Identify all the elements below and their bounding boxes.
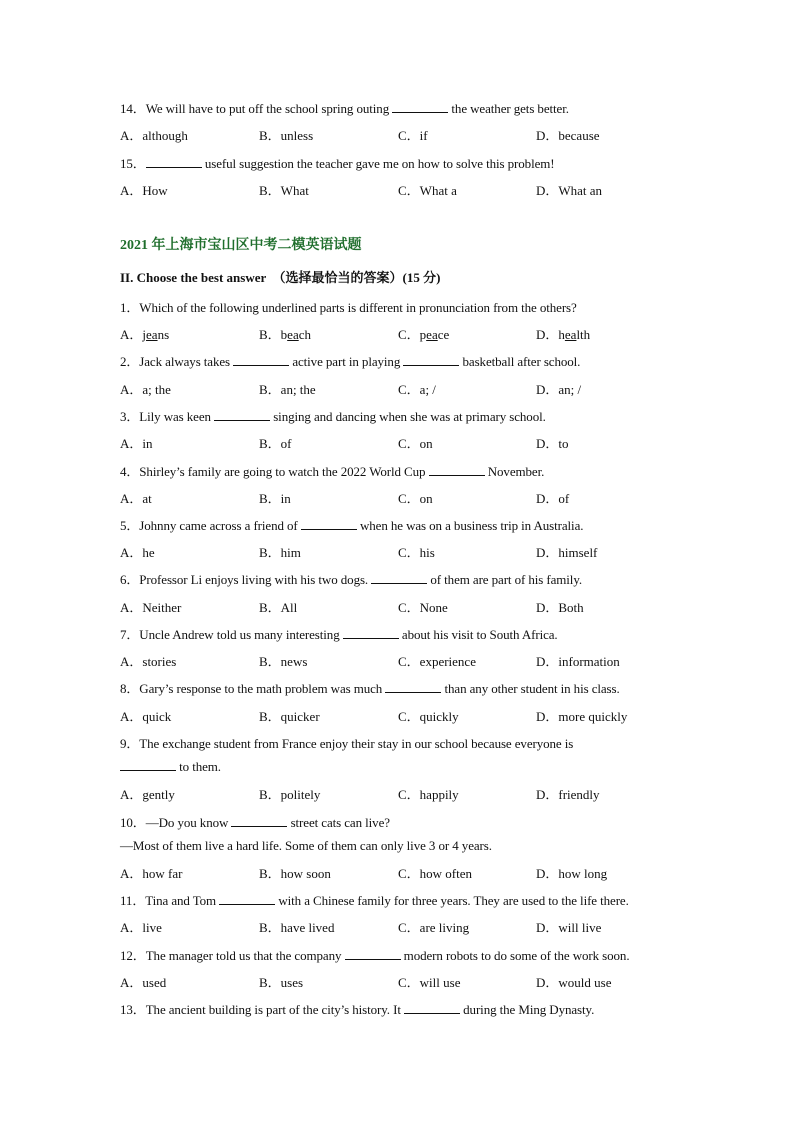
option-d: D．health xyxy=(536,327,591,342)
option-c: C．if xyxy=(398,128,428,143)
option-b: B．uses xyxy=(259,975,304,990)
option-a: A．gently xyxy=(120,787,175,802)
answer-blank xyxy=(120,760,176,771)
question-15 xyxy=(120,153,555,172)
question-text: about his visit to South Africa. xyxy=(398,627,558,642)
question-text: when he was on a business trip in Australia. xyxy=(356,518,584,533)
option-d: D．of xyxy=(536,491,570,506)
option-d: D．how long xyxy=(536,866,608,881)
section-subtitle: II. Choose the best answer （选择最恰当的答案）(15 分) xyxy=(120,270,441,285)
question-14 xyxy=(120,98,569,117)
option-b: B．unless xyxy=(259,128,314,143)
question-9: 9．The exchange student from France enjoy their stay in our school because everyone is xyxy=(120,736,574,751)
option-b: B．how soon xyxy=(259,866,331,881)
answer-blank xyxy=(343,628,399,639)
underlined-part: ea xyxy=(564,327,577,342)
option-a: A．Neither xyxy=(120,600,182,615)
answer-blank xyxy=(371,573,427,584)
question-text: 13．The ancient building is part of the city’s history. It xyxy=(120,1002,404,1017)
question-text: than any other student in his class. xyxy=(441,681,620,696)
option-c: C．how often xyxy=(398,866,473,881)
option-b: B．news xyxy=(259,654,308,669)
question-text: of them are part of his family. xyxy=(427,572,583,587)
option-c: C．his xyxy=(398,545,435,560)
question-12 xyxy=(120,945,629,964)
option-d: D．more quickly xyxy=(536,709,628,724)
option-a: A．although xyxy=(120,128,188,143)
question-text: 2．Jack always takes xyxy=(120,354,234,369)
answer-blank xyxy=(404,1003,460,1014)
option-d: D．an; / xyxy=(536,382,582,397)
option-c: C．peace xyxy=(398,327,450,342)
question-text: street cats can live? xyxy=(287,815,390,830)
option-d: D．himself xyxy=(536,545,598,560)
answer-blank xyxy=(214,410,270,421)
option-d: D．would use xyxy=(536,975,612,990)
option-b: B．in xyxy=(259,491,291,506)
answer-blank xyxy=(219,894,275,905)
option-a: A．he xyxy=(120,545,155,560)
option-c: C．happily xyxy=(398,787,459,802)
question-4 xyxy=(120,461,544,480)
question-1: 1．Which of the following underlined parts is different in pronunciation from the others? xyxy=(120,300,577,315)
option-b: B．an; the xyxy=(259,382,316,397)
option-b: B．beach xyxy=(259,327,311,342)
option-c: C．a; / xyxy=(398,382,436,397)
option-b: B．What xyxy=(259,183,309,198)
option-a: A．quick xyxy=(120,709,172,724)
option-a: A．stories xyxy=(120,654,177,669)
option-d: D．What an xyxy=(536,183,603,198)
question-9-cont xyxy=(120,759,221,775)
option-c: C．on xyxy=(398,491,433,506)
option-b: B．of xyxy=(259,436,292,451)
question-text: 11．Tina and Tom xyxy=(120,893,220,908)
question-10-reply: —Most of them live a hard life. Some of them can only live 3 or 4 years. xyxy=(120,838,492,853)
question-text: 7．Uncle Andrew told us many interesting xyxy=(120,627,343,642)
question-text: during the Ming Dynasty. xyxy=(460,1002,595,1017)
option-c: C．quickly xyxy=(398,709,459,724)
underlined-part: ea xyxy=(287,327,299,342)
question-8 xyxy=(120,678,620,697)
option-d: D．because xyxy=(536,128,600,143)
question-text: 10．—Do you know xyxy=(120,815,232,830)
option-b: B．have lived xyxy=(259,920,335,935)
question-text: November. xyxy=(484,464,545,479)
question-text: with a Chinese family for three years. They are used to the life there. xyxy=(275,893,629,908)
option-d: D．to xyxy=(536,436,569,451)
answer-blank xyxy=(403,355,459,366)
option-a: A．in xyxy=(120,436,153,451)
option-c: C．are living xyxy=(398,920,470,935)
question-2 xyxy=(120,351,580,370)
question-10 xyxy=(120,812,390,831)
option-a: A．used xyxy=(120,975,167,990)
option-a: A．jeans xyxy=(120,327,170,342)
option-a: A．a; the xyxy=(120,382,171,397)
question-13 xyxy=(120,999,594,1018)
question-3 xyxy=(120,406,546,425)
underlined-part: ea xyxy=(426,327,438,342)
question-text: 3．Lily was keen xyxy=(120,409,215,424)
question-text: the weather gets better. xyxy=(448,101,569,116)
option-d: D．friendly xyxy=(536,787,600,802)
answer-blank xyxy=(301,519,357,530)
answer-blank xyxy=(233,355,289,366)
answer-blank xyxy=(231,816,287,827)
option-c: C．experience xyxy=(398,654,476,669)
question-text: singing and dancing when she was at primary school. xyxy=(270,409,546,424)
question-7 xyxy=(120,624,558,643)
option-a: A．How xyxy=(120,183,168,198)
question-6 xyxy=(120,569,582,588)
option-a: A．live xyxy=(120,920,162,935)
option-d: D．will live xyxy=(536,920,602,935)
answer-blank xyxy=(385,682,441,693)
option-c: C．will use xyxy=(398,975,461,990)
question-text: 15． xyxy=(120,156,146,171)
option-c: C．What a xyxy=(398,183,457,198)
question-text: 12．The manager told us that the company xyxy=(120,948,345,963)
option-b: B．him xyxy=(259,545,301,560)
underlined-part: ea xyxy=(146,327,158,342)
option-b: B．All xyxy=(259,600,298,615)
question-text: 4．Shirley’s family are going to watch the 2022 World Cup xyxy=(120,464,429,479)
question-text: useful suggestion the teacher gave me on how to solve this problem! xyxy=(201,156,555,171)
question-5 xyxy=(120,515,583,534)
question-11 xyxy=(120,890,629,909)
question-text: 8．Gary’s response to the math problem was much xyxy=(120,681,386,696)
question-text: active part in playing xyxy=(289,354,404,369)
answer-blank xyxy=(345,949,401,960)
option-d: D．Both xyxy=(536,600,584,615)
option-b: B．politely xyxy=(259,787,321,802)
answer-blank xyxy=(392,102,448,113)
option-a: A．at xyxy=(120,491,152,506)
question-text: 5．Johnny came across a friend of xyxy=(120,518,301,533)
option-a: A．how far xyxy=(120,866,183,881)
option-c: C．None xyxy=(398,600,448,615)
section-title: 2021 年上海市宝山区中考二模英语试题 xyxy=(120,238,362,253)
option-c: C．on xyxy=(398,436,433,451)
question-text: modern robots to do some of the work soon. xyxy=(400,948,630,963)
option-b: B．quicker xyxy=(259,709,320,724)
question-text: to them. xyxy=(176,759,221,774)
question-text: basketball after school. xyxy=(459,354,581,369)
answer-blank xyxy=(429,465,485,476)
answer-blank xyxy=(146,157,202,168)
question-text: 6．Professor Li enjoys living with his two dogs. xyxy=(120,572,372,587)
question-text: 14．We will have to put off the school spring outing xyxy=(120,101,393,116)
option-d: D．information xyxy=(536,654,620,669)
